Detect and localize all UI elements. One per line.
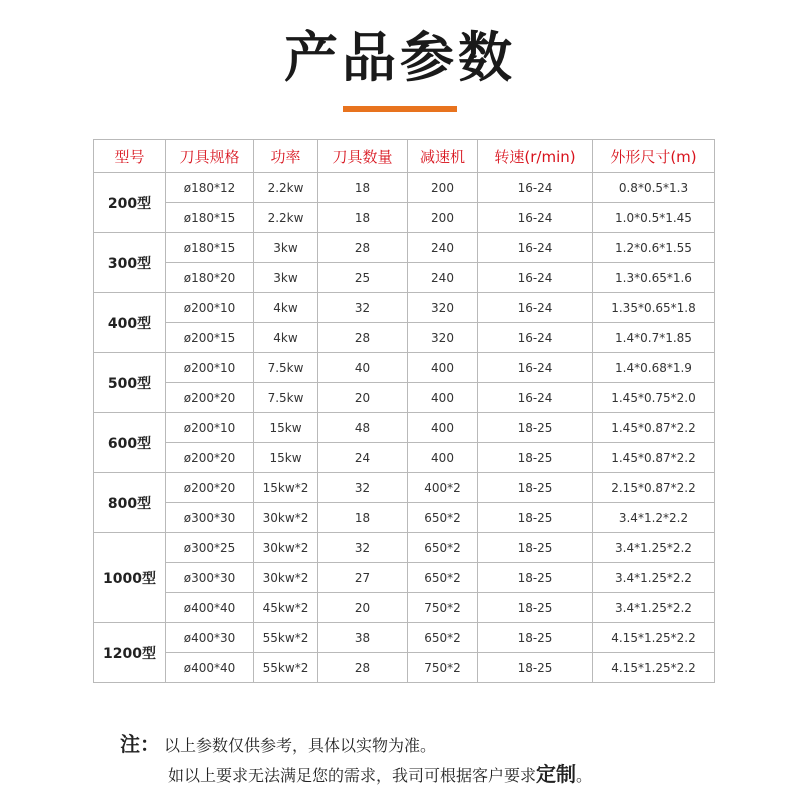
cutter-spec-cell: ø180*20 xyxy=(166,263,254,293)
title-underline xyxy=(343,106,457,112)
table-row xyxy=(94,263,715,293)
speed-cell: 18-25 xyxy=(478,473,593,503)
dimensions-cell: 3.4*1.25*2.2 xyxy=(593,533,715,563)
dimensions-cell: 2.15*0.87*2.2 xyxy=(593,473,715,503)
power-cell: 7.5kw xyxy=(254,383,318,413)
dimensions-cell: 1.45*0.87*2.2 xyxy=(593,443,715,473)
cutter-count-cell: 38 xyxy=(318,623,408,653)
dimensions-cell: 1.3*0.65*1.6 xyxy=(593,263,715,293)
dimensions-cell: 1.2*0.6*1.55 xyxy=(593,233,715,263)
table-row xyxy=(94,323,715,353)
cutter-count-cell: 32 xyxy=(318,533,408,563)
header-power: 功率 xyxy=(254,140,318,173)
speed-cell: 16-24 xyxy=(478,173,593,203)
reducer-cell: 400 xyxy=(408,443,478,473)
cutter-spec-cell: ø400*30 xyxy=(166,623,254,653)
reducer-cell: 650*2 xyxy=(408,563,478,593)
table-row xyxy=(94,173,715,203)
dimensions-cell: 0.8*0.5*1.3 xyxy=(593,173,715,203)
table-row xyxy=(94,383,715,413)
dimensions-cell: 4.15*1.25*2.2 xyxy=(593,653,715,683)
speed-cell: 16-24 xyxy=(478,203,593,233)
model-cell: 600型 xyxy=(94,413,166,473)
cutter-count-cell: 18 xyxy=(318,503,408,533)
dimensions-cell: 3.4*1.25*2.2 xyxy=(593,593,715,623)
footnote-label: 注： xyxy=(120,732,160,756)
model-cell: 1000型 xyxy=(94,533,166,623)
speed-cell: 18-25 xyxy=(478,653,593,683)
power-cell: 2.2kw xyxy=(254,173,318,203)
power-cell: 55kw*2 xyxy=(254,623,318,653)
cutter-spec-cell: ø300*30 xyxy=(166,503,254,533)
cutter-spec-cell: ø180*12 xyxy=(166,173,254,203)
header-reducer: 减速机 xyxy=(408,140,478,173)
speed-cell: 18-25 xyxy=(478,593,593,623)
cutter-spec-cell: ø300*25 xyxy=(166,533,254,563)
table-row xyxy=(94,413,715,443)
reducer-cell: 400 xyxy=(408,353,478,383)
cutter-spec-cell: ø180*15 xyxy=(166,203,254,233)
page-title: 产品参数 xyxy=(284,26,516,89)
table-row xyxy=(94,203,715,233)
table-row xyxy=(94,623,715,653)
reducer-cell: 400*2 xyxy=(408,473,478,503)
cutter-spec-cell: ø200*20 xyxy=(166,473,254,503)
table-row xyxy=(94,443,715,473)
dimensions-cell: 4.15*1.25*2.2 xyxy=(593,623,715,653)
cutter-count-cell: 25 xyxy=(318,263,408,293)
table-body xyxy=(94,173,715,683)
reducer-cell: 650*2 xyxy=(408,503,478,533)
model-cell: 1200型 xyxy=(94,623,166,683)
footnote-text-2-end: 。 xyxy=(576,766,593,785)
header-cutter-count: 刀具数量 xyxy=(318,140,408,173)
model-cell: 500型 xyxy=(94,353,166,413)
reducer-cell: 240 xyxy=(408,263,478,293)
dimensions-cell: 1.35*0.65*1.8 xyxy=(593,293,715,323)
cutter-count-cell: 48 xyxy=(318,413,408,443)
speed-cell: 16-24 xyxy=(478,323,593,353)
cutter-spec-cell: ø200*15 xyxy=(166,323,254,353)
cutter-spec-cell: ø200*10 xyxy=(166,293,254,323)
cutter-spec-cell: ø400*40 xyxy=(166,593,254,623)
footnote-line-1 xyxy=(120,730,592,760)
power-cell: 15kw xyxy=(254,413,318,443)
cutter-count-cell: 28 xyxy=(318,323,408,353)
reducer-cell: 240 xyxy=(408,233,478,263)
footnote-line-2 xyxy=(120,760,592,790)
cutter-spec-cell: ø200*20 xyxy=(166,443,254,473)
cutter-count-cell: 32 xyxy=(318,293,408,323)
power-cell: 30kw*2 xyxy=(254,563,318,593)
model-cell: 200型 xyxy=(94,173,166,233)
speed-cell: 18-25 xyxy=(478,533,593,563)
cutter-count-cell: 28 xyxy=(318,233,408,263)
model-cell: 300型 xyxy=(94,233,166,293)
speed-cell: 18-25 xyxy=(478,443,593,473)
cutter-count-cell: 18 xyxy=(318,203,408,233)
table-header-row xyxy=(94,140,715,173)
table-row xyxy=(94,473,715,503)
cutter-count-cell: 28 xyxy=(318,653,408,683)
cutter-spec-cell: ø180*15 xyxy=(166,233,254,263)
power-cell: 3kw xyxy=(254,233,318,263)
reducer-cell: 200 xyxy=(408,173,478,203)
reducer-cell: 320 xyxy=(408,323,478,353)
speed-cell: 16-24 xyxy=(478,293,593,323)
speed-cell: 16-24 xyxy=(478,383,593,413)
speed-cell: 18-25 xyxy=(478,563,593,593)
dimensions-cell: 1.4*0.68*1.9 xyxy=(593,353,715,383)
speed-cell: 16-24 xyxy=(478,263,593,293)
table-row xyxy=(94,563,715,593)
reducer-cell: 750*2 xyxy=(408,593,478,623)
cutter-spec-cell: ø300*30 xyxy=(166,563,254,593)
power-cell: 2.2kw xyxy=(254,203,318,233)
speed-cell: 18-25 xyxy=(478,503,593,533)
footnote xyxy=(120,730,592,790)
cutter-spec-cell: ø400*40 xyxy=(166,653,254,683)
reducer-cell: 650*2 xyxy=(408,533,478,563)
cutter-count-cell: 18 xyxy=(318,173,408,203)
speed-cell: 18-25 xyxy=(478,413,593,443)
cutter-count-cell: 20 xyxy=(318,383,408,413)
power-cell: 7.5kw xyxy=(254,353,318,383)
dimensions-cell: 3.4*1.2*2.2 xyxy=(593,503,715,533)
header-speed: 转速(r/min) xyxy=(478,140,593,173)
header-cutter-spec: 刀具规格 xyxy=(166,140,254,173)
dimensions-cell: 1.0*0.5*1.45 xyxy=(593,203,715,233)
table-row xyxy=(94,533,715,563)
reducer-cell: 400 xyxy=(408,413,478,443)
footnote-text-2: 如以上要求无法满足您的需求，我司可根据客户要求 xyxy=(168,766,537,785)
footnote-emphasis: 定制 xyxy=(536,762,577,786)
reducer-cell: 750*2 xyxy=(408,653,478,683)
product-parameters-table xyxy=(93,139,715,683)
cutter-spec-cell: ø200*20 xyxy=(166,383,254,413)
table-row xyxy=(94,293,715,323)
cutter-spec-cell: ø200*10 xyxy=(166,413,254,443)
reducer-cell: 400 xyxy=(408,383,478,413)
cutter-spec-cell: ø200*10 xyxy=(166,353,254,383)
reducer-cell: 200 xyxy=(408,203,478,233)
cutter-count-cell: 27 xyxy=(318,563,408,593)
model-cell: 400型 xyxy=(94,293,166,353)
cutter-count-cell: 40 xyxy=(318,353,408,383)
power-cell: 4kw xyxy=(254,323,318,353)
speed-cell: 16-24 xyxy=(478,233,593,263)
power-cell: 30kw*2 xyxy=(254,503,318,533)
table-row xyxy=(94,233,715,263)
cutter-count-cell: 24 xyxy=(318,443,408,473)
table-row xyxy=(94,503,715,533)
dimensions-cell: 3.4*1.25*2.2 xyxy=(593,563,715,593)
power-cell: 30kw*2 xyxy=(254,533,318,563)
table-row xyxy=(94,653,715,683)
dimensions-cell: 1.4*0.7*1.85 xyxy=(593,323,715,353)
table-row xyxy=(94,593,715,623)
table-row xyxy=(94,353,715,383)
dimensions-cell: 1.45*0.87*2.2 xyxy=(593,413,715,443)
header-dimensions: 外形尺寸(m) xyxy=(593,140,715,173)
header-model: 型号 xyxy=(94,140,166,173)
power-cell: 15kw*2 xyxy=(254,473,318,503)
model-cell: 800型 xyxy=(94,473,166,533)
speed-cell: 18-25 xyxy=(478,623,593,653)
reducer-cell: 650*2 xyxy=(408,623,478,653)
power-cell: 4kw xyxy=(254,293,318,323)
power-cell: 45kw*2 xyxy=(254,593,318,623)
cutter-count-cell: 20 xyxy=(318,593,408,623)
power-cell: 55kw*2 xyxy=(254,653,318,683)
speed-cell: 16-24 xyxy=(478,353,593,383)
power-cell: 15kw xyxy=(254,443,318,473)
cutter-count-cell: 32 xyxy=(318,473,408,503)
power-cell: 3kw xyxy=(254,263,318,293)
dimensions-cell: 1.45*0.75*2.0 xyxy=(593,383,715,413)
footnote-text-1: 以上参数仅供参考，具体以实物为准。 xyxy=(164,736,437,755)
reducer-cell: 320 xyxy=(408,293,478,323)
